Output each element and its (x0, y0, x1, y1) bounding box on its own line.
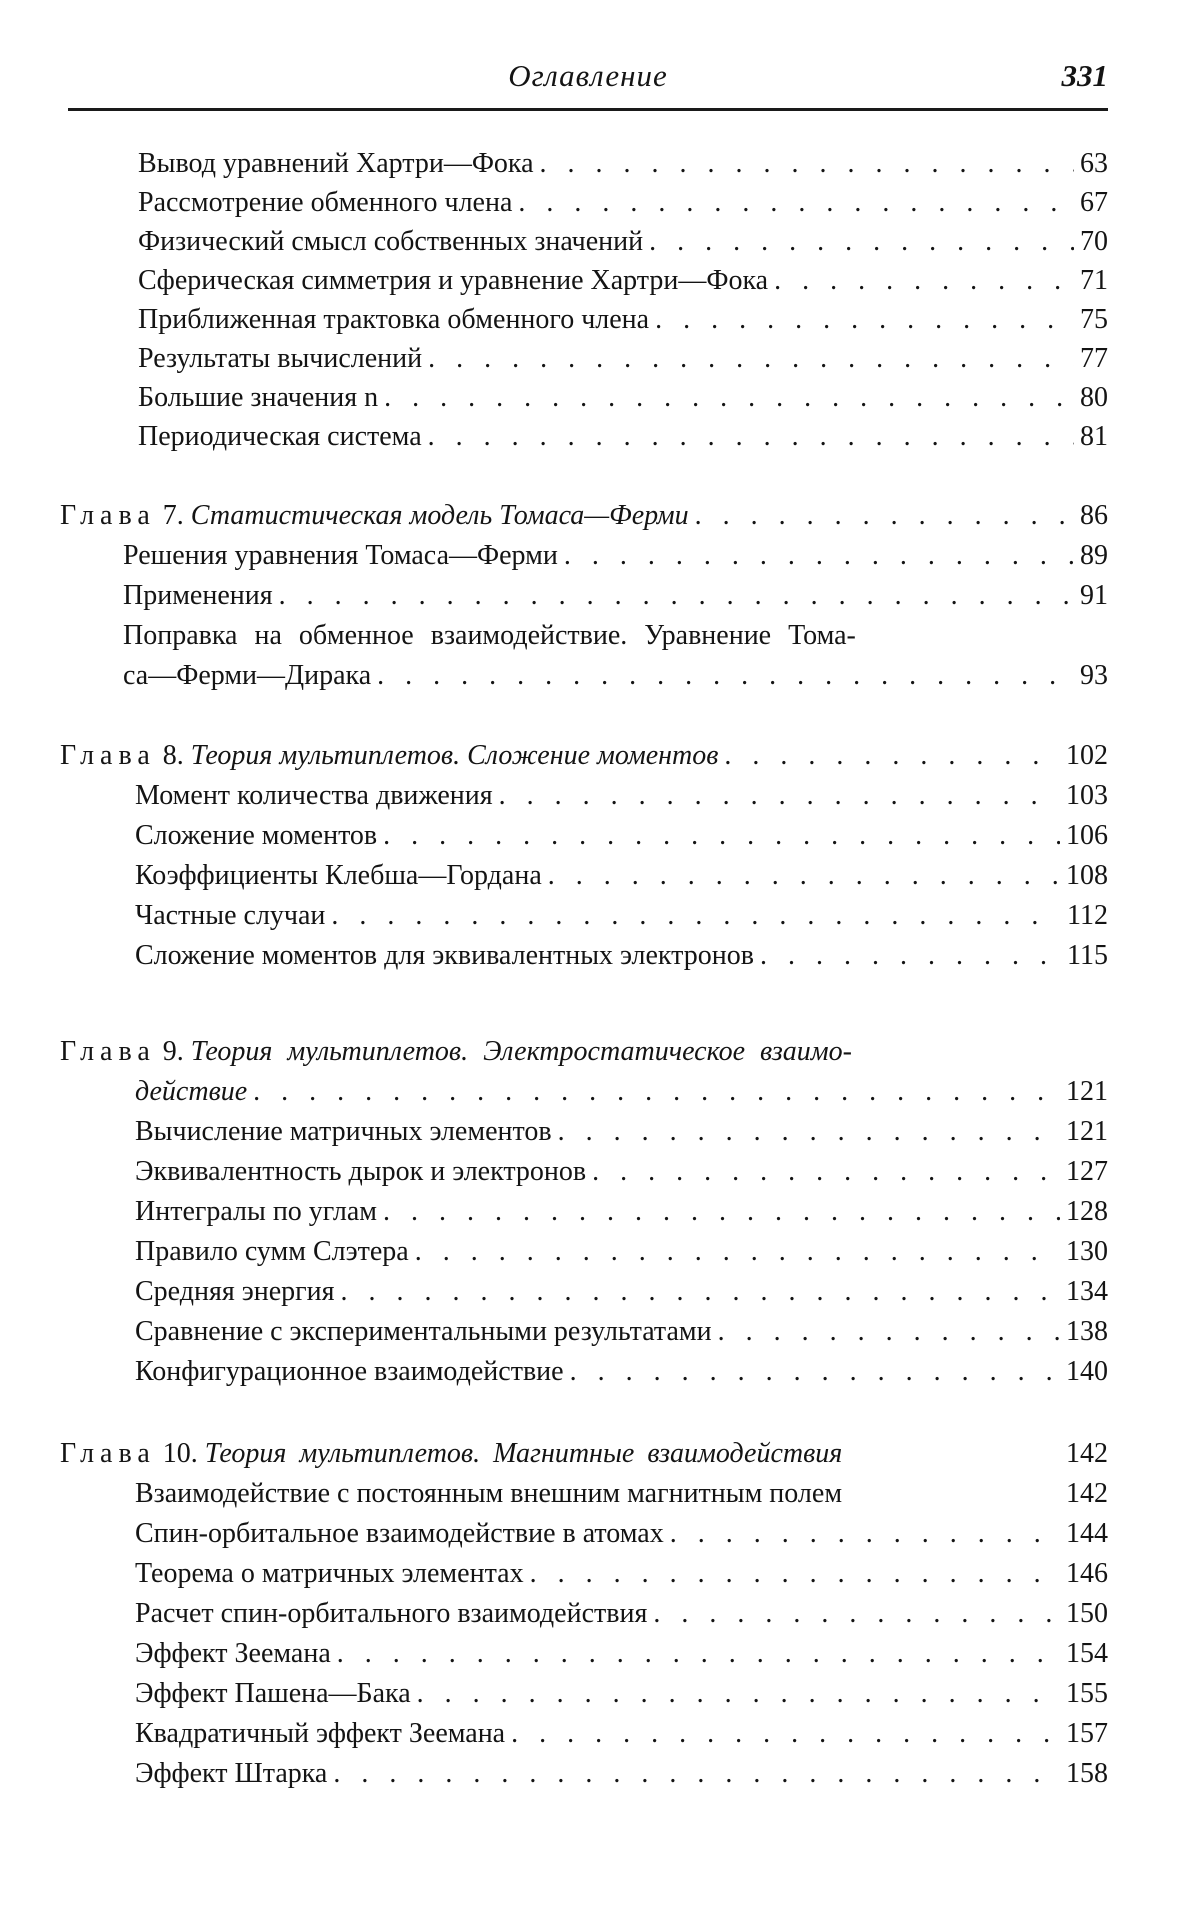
running-header (68, 58, 1108, 108)
chapter-label: Глава (60, 500, 156, 531)
header-rule (68, 108, 1108, 111)
dot-leader (383, 820, 1060, 852)
dot-leader (649, 226, 1074, 258)
dot-leader (428, 343, 1074, 375)
entry-title: Правило сумм Слэтера (135, 1236, 409, 1267)
entry-title: Сравнение с экспериментальными результатами (135, 1316, 712, 1347)
header-title: Оглавление (508, 58, 668, 93)
entry-page: 112 (1067, 900, 1108, 931)
toc-entry (135, 940, 1108, 980)
chapter-title: Статистическая модель Томаса—Ферми (190, 500, 689, 531)
entry-page: 138 (1066, 1316, 1108, 1347)
toc-entry (138, 421, 1108, 461)
dot-leader (540, 148, 1074, 180)
dot-leader (417, 1678, 1060, 1710)
dot-leader (518, 187, 1074, 219)
toc-entry (135, 1276, 1108, 1316)
toc-entry (135, 1156, 1108, 1196)
entry-title: Квадратичный эффект Зеемана (135, 1718, 506, 1749)
toc-entry (135, 1478, 1108, 1518)
entry-page: 81 (1080, 421, 1108, 452)
toc-entry (135, 1316, 1108, 1356)
toc-entry (135, 1718, 1108, 1758)
toc-entry (135, 1196, 1108, 1236)
toc-entry (138, 304, 1108, 344)
dot-leader (760, 940, 1061, 972)
toc-entry (135, 1356, 1108, 1396)
entry-title: Конфигурационное взаимодействие (135, 1356, 564, 1387)
dot-leader (718, 1316, 1060, 1348)
dot-leader (774, 265, 1074, 297)
entry-title: Применения (123, 580, 273, 611)
dot-leader (384, 382, 1074, 414)
entry-page: 142 (1066, 1478, 1108, 1509)
dot-leader (383, 1196, 1060, 1228)
chapter-number: 9. (162, 1036, 184, 1067)
toc-entry (135, 1598, 1108, 1638)
toc-entry (135, 780, 1108, 820)
dot-leader (548, 860, 1060, 892)
toc-entry (138, 265, 1108, 305)
chapter-title: Теория мультиплетов. Магнитные взаимодействия (204, 1438, 843, 1469)
entry-title: Взаимодействие с постоянным внешним магнитным полем (135, 1478, 843, 1509)
dot-leader (570, 1356, 1060, 1388)
chapter-title: Теория мультиплетов. Сложение моментов (190, 740, 719, 771)
toc-entry (123, 540, 1108, 580)
entry-page: 93 (1080, 660, 1108, 691)
entry-page: 71 (1080, 265, 1108, 296)
entry-page: 134 (1066, 1276, 1108, 1307)
toc-entry (135, 1678, 1108, 1718)
entry-page: 63 (1080, 148, 1108, 179)
entry-title: действие (135, 1076, 248, 1107)
toc-entry (138, 148, 1108, 188)
toc-entry (135, 1076, 1108, 1116)
entry-title: Эффект Пашена—Бака (135, 1678, 411, 1709)
header-page-number: 331 (1061, 58, 1108, 93)
chapter-number: 7. (162, 500, 184, 531)
dot-leader (415, 1236, 1060, 1268)
chapter-heading (60, 740, 1108, 780)
toc-entry (135, 1638, 1108, 1678)
toc-entry (135, 1116, 1108, 1156)
entry-title: Сложение моментов для эквивалентных электронов (135, 940, 754, 971)
entry-title: Момент количества движения (135, 780, 493, 811)
entry-page: 157 (1066, 1718, 1108, 1749)
dot-leader (333, 1758, 1060, 1790)
entry-title: Вывод уравнений Хартри—Фока (138, 148, 534, 179)
entry-title: Интегралы по углам (135, 1196, 377, 1227)
dot-leader (592, 1156, 1060, 1188)
entry-page: 150 (1066, 1598, 1108, 1629)
entry-title: Расчет спин-орбитального взаимодействия (135, 1598, 648, 1629)
toc-entry (138, 226, 1108, 266)
dot-leader (558, 1116, 1060, 1148)
dot-leader (337, 1638, 1060, 1670)
entry-page: 121 (1066, 1076, 1108, 1107)
entry-page: 108 (1066, 860, 1108, 891)
dot-leader (279, 580, 1074, 612)
entry-page: 140 (1066, 1356, 1108, 1387)
entry-page: 142 (1066, 1438, 1108, 1469)
toc-entry (138, 187, 1108, 227)
toc-entry (135, 1236, 1108, 1276)
dot-leader (653, 1598, 1060, 1630)
entry-page: 128 (1066, 1196, 1108, 1227)
chapter-heading (60, 500, 1108, 540)
dot-leader (695, 500, 1074, 532)
dot-leader (655, 304, 1074, 336)
toc-entry-continued: Поправка на обменное взаимодействие. Уравнение Тома- (123, 620, 856, 651)
dot-leader (377, 660, 1074, 692)
entry-title: Средняя энергия (135, 1276, 335, 1307)
entry-page: 67 (1080, 187, 1108, 218)
entry-title: Сложение моментов (135, 820, 378, 851)
entry-title: Спин-орбитальное взаимодействие в атомах (135, 1518, 664, 1549)
chapter-heading (60, 1438, 1108, 1478)
dot-leader (530, 1558, 1060, 1590)
dot-leader (341, 1276, 1061, 1308)
entry-page: 91 (1080, 580, 1108, 611)
entry-title: Приближенная трактовка обменного члена (138, 304, 650, 335)
chapter-label: Глава (60, 1438, 156, 1469)
toc-entry (123, 580, 1108, 620)
entry-title: Коэффициенты Клебша—Гордана (135, 860, 542, 891)
toc-entry (135, 1518, 1108, 1558)
entry-page: 154 (1066, 1638, 1108, 1669)
entry-page: 146 (1066, 1558, 1108, 1589)
dot-leader (499, 780, 1060, 812)
entry-title: Периодическая система (138, 421, 422, 452)
entry-page: 103 (1066, 780, 1108, 811)
entry-title: Сферическая симметрия и уравнение Хартри—Фока (138, 265, 769, 296)
dot-leader (511, 1718, 1060, 1750)
entry-page: 127 (1066, 1156, 1108, 1187)
dot-leader (670, 1518, 1060, 1550)
entry-page: 130 (1066, 1236, 1108, 1267)
entry-page: 80 (1080, 382, 1108, 413)
chapter-heading (60, 1036, 1108, 1076)
dot-leader (428, 421, 1074, 453)
entry-page: 106 (1066, 820, 1108, 851)
entry-title: Физический смысл собственных значений (138, 226, 644, 257)
entry-page: 144 (1066, 1518, 1108, 1549)
chapter-label: Глава (60, 1036, 156, 1067)
entry-page: 86 (1080, 500, 1108, 531)
entry-title: Частные случаи (135, 900, 326, 931)
toc-entry (135, 820, 1108, 860)
entry-title: Эквивалентность дырок и электронов (135, 1156, 587, 1187)
chapter-label: Глава (60, 740, 156, 771)
entry-title: Теорема о матричных элементах (135, 1558, 524, 1589)
entry-page: 77 (1080, 343, 1108, 374)
toc-entry (135, 900, 1108, 940)
chapter-title: Теория мультиплетов. Электростатическое взаимо- (190, 1036, 852, 1067)
toc-entry (123, 660, 1108, 700)
entry-page: 89 (1080, 540, 1108, 571)
dot-leader (331, 900, 1061, 932)
toc-entry (135, 1758, 1108, 1798)
dot-leader (724, 740, 1060, 772)
dot-leader (564, 540, 1074, 572)
entry-page: 158 (1066, 1758, 1108, 1789)
entry-page: 115 (1067, 940, 1108, 971)
entry-page: 155 (1066, 1678, 1108, 1709)
dot-leader (253, 1076, 1060, 1108)
toc-entry (138, 343, 1108, 383)
entry-title: Эффект Зеемана (135, 1638, 331, 1669)
entry-title: Рассмотрение обменного члена (138, 187, 513, 218)
entry-page: 121 (1066, 1116, 1108, 1147)
toc-entry (138, 382, 1108, 422)
entry-page: 102 (1066, 740, 1108, 771)
chapter-number: 10. (162, 1438, 198, 1469)
entry-title: Большие значения n (138, 382, 379, 413)
toc-entry (135, 860, 1108, 900)
entry-title: са—Ферми—Дирака (123, 660, 372, 691)
entry-title: Эффект Штарка (135, 1758, 328, 1789)
entry-title: Вычисление матричных элементов (135, 1116, 552, 1147)
entry-page: 75 (1080, 304, 1108, 335)
entry-title: Решения уравнения Томаса—Ферми (123, 540, 558, 571)
toc-entry (135, 1558, 1108, 1598)
chapter-number: 8. (162, 740, 184, 771)
entry-page: 70 (1080, 226, 1108, 257)
entry-title: Результаты вычислений (138, 343, 423, 374)
